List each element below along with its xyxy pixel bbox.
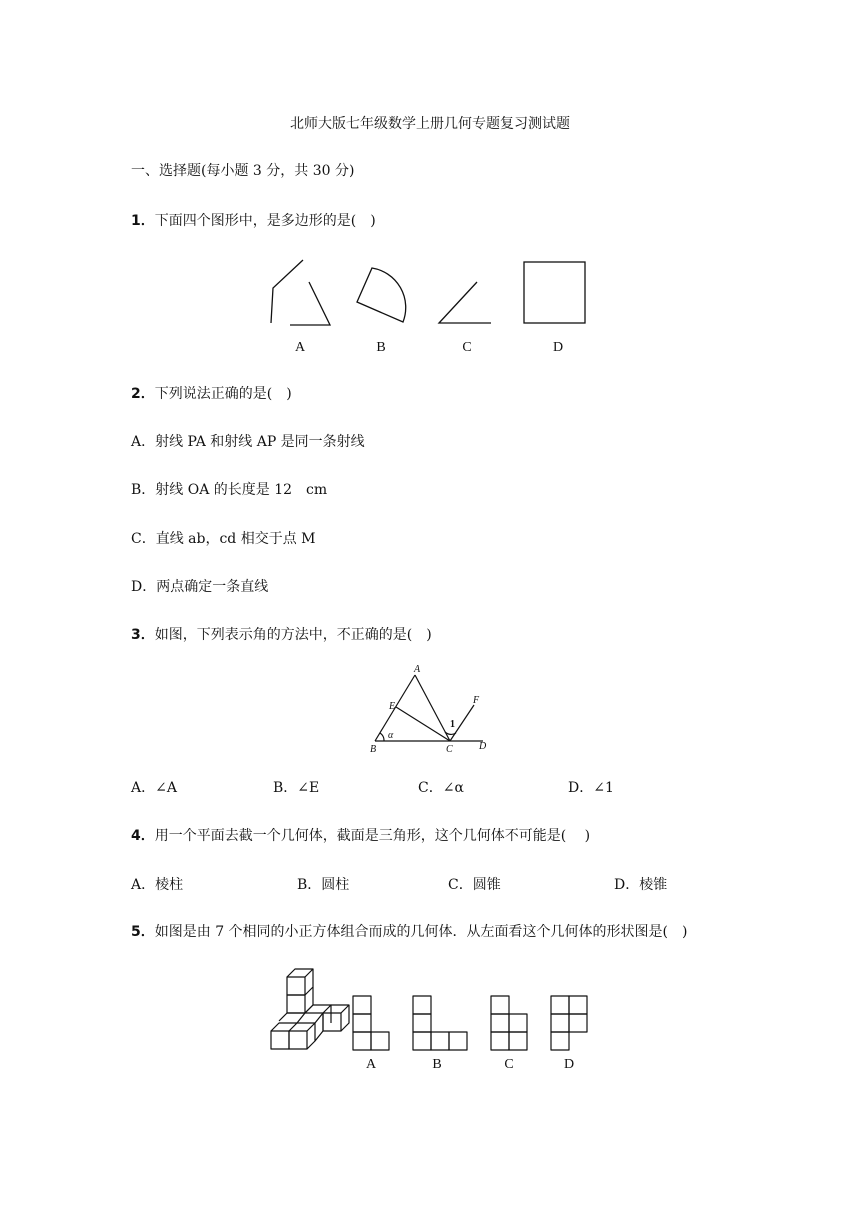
question-text: 如图是由 7 个相同的小正方体组合而成的几何体．从左面看这个几何体的形状图是( ) [154, 924, 688, 940]
q2-option-c: C．直线 ab，cd 相交于点 M [131, 531, 316, 547]
q5-option-d-view [551, 996, 587, 1050]
q4-option-b: B．圆柱 [297, 877, 350, 893]
q1-figure-b-sector [357, 268, 406, 322]
q5-option-a-view [353, 996, 389, 1050]
q3-line-ac [415, 675, 450, 741]
question-text: 用一个平面去截一个几何体，截面是三角形，这个几何体不可能是( ) [154, 828, 591, 844]
q1-figure-a-shape-2 [290, 282, 330, 325]
q3-label-f: F [473, 695, 480, 706]
question-number: 1． [131, 213, 155, 229]
question-number: 2． [131, 386, 155, 402]
page-title: 北师大版七年级数学上册几何专题复习测试题 [290, 116, 570, 132]
q1-label-a: A [294, 340, 306, 355]
question-1 [131, 212, 376, 230]
q5-figures [265, 962, 595, 1077]
q5-label-d: D [563, 1057, 575, 1072]
q2-option-b: B．射线 OA 的长度是 12 cm [131, 482, 328, 498]
question-3 [131, 626, 432, 644]
question-5 [131, 923, 687, 941]
question-text: 下面四个图形中，是多边形的是( ) [154, 213, 376, 229]
q2-option-d: D．两点确定一条直线 [131, 579, 269, 595]
q3-line-ec [396, 707, 450, 741]
question-4 [131, 827, 590, 845]
q3-label-a: A [414, 664, 421, 675]
q3-label-d: D [479, 741, 487, 752]
q5-label-c: C [504, 1057, 514, 1072]
section-heading: 一、选择题(每小题 3 分，共 30 分) [131, 163, 355, 179]
q3-arc-alpha [380, 733, 384, 741]
q1-label-c: C [462, 340, 472, 355]
q3-angle-figure [365, 660, 505, 756]
question-text: 如图，下列表示角的方法中，不正确的是( ) [154, 627, 432, 643]
q3-label-c: C [446, 744, 453, 755]
q5-label-a: A [365, 1057, 377, 1072]
q1-figures [260, 255, 600, 360]
q1-figure-a-shape [271, 260, 303, 323]
q3-option-d: D．∠1 [568, 780, 614, 796]
question-text: 下列说法正确的是( ) [154, 386, 292, 402]
question-number: 5． [131, 924, 155, 940]
question-number: 4． [131, 828, 155, 844]
q3-option-a: A．∠A [131, 780, 177, 796]
q5-option-c-view [491, 996, 527, 1050]
q1-figure-d-square [524, 262, 585, 323]
q1-label-d: D [552, 340, 564, 355]
q3-label-e: E [389, 701, 396, 712]
q5-cube-stack [271, 969, 349, 1049]
q5-label-b: B [432, 1057, 442, 1072]
q1-figure-c-angle [439, 282, 491, 323]
question-2 [131, 385, 292, 403]
q3-option-b: B．∠E [273, 780, 320, 796]
q3-label-angle-1: 1 [450, 719, 455, 730]
q4-option-a: A．棱柱 [131, 877, 184, 893]
q5-option-b-view [413, 996, 467, 1050]
question-number: 3． [131, 627, 155, 643]
q3-option-c: C．∠α [418, 780, 464, 796]
q3-label-b: B [370, 744, 377, 755]
q4-option-d: D．棱锥 [614, 877, 668, 893]
q3-label-alpha: α [388, 730, 394, 741]
q1-label-b: B [376, 340, 386, 355]
q4-option-c: C．圆锥 [448, 877, 501, 893]
q2-option-a: A．射线 PA 和射线 AP 是同一条射线 [131, 434, 365, 450]
